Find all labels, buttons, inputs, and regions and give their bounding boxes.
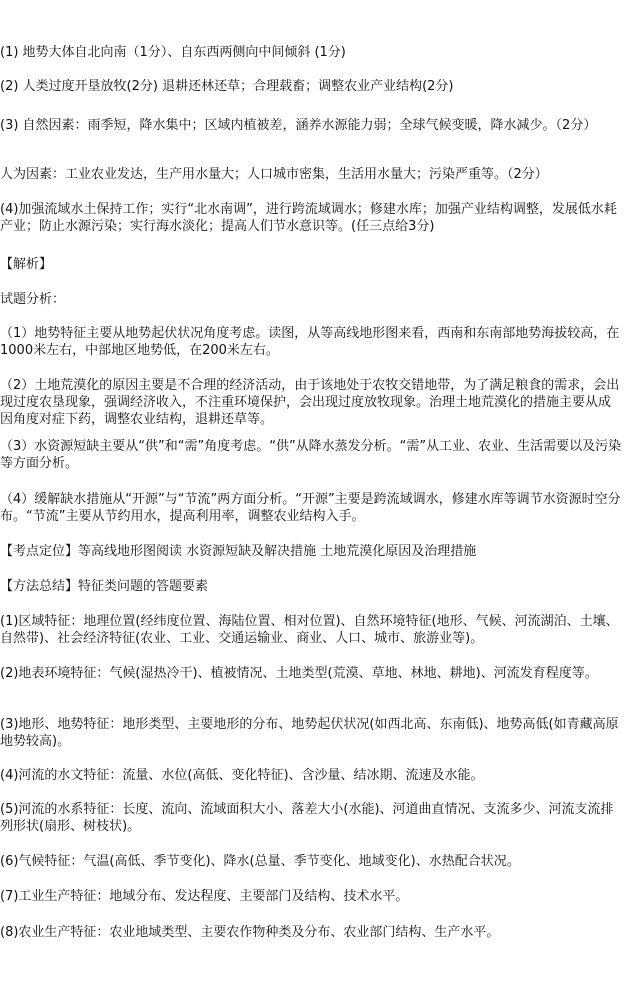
analysis-2: （2）土地荒漠化的原因主要是不合理的经济活动，由于该地处于农牧交错地带，为了满足粮食的需求，会出现过度农垦现象，强调经济收入，不注重环境保护，会出现过度放牧现象。治理土地荒漠化的措施主要从成因角度对症下药，调整农业结构，退耕还草等。 bbox=[0, 378, 620, 427]
answer-5: (4)加强流域水土保持工作；实行“北水南调”，进行跨流域调水；修建水库；加强产业结构调整，发展低水耗产业；防止水源污染；实行海水淡化；提高人们节水意识等。(任三点给3分) bbox=[0, 202, 617, 234]
analysis-1: （1）地势特征主要从地势起伏状况角度考虑。读图，从等高线地形图来看，西南和东南部地势海拔较高，在1000米左右，中部地区地势低，在200米左右。 bbox=[0, 326, 620, 358]
analysis-heading: 【解析】 bbox=[0, 257, 53, 272]
method-heading: 【方法总结】特征类问题的答题要素 bbox=[0, 579, 209, 594]
method-3: (3)地形、地势特征：地形类型、主要地形的分布、地势起伏状况(如西北高、东南低)、地势高低(如青藏高原地势较高)。 bbox=[0, 717, 619, 749]
method-4: (4)河流的水文特征：流量、水位(高低、变化特征)、含沙量、结冰期、流速及水能。 bbox=[0, 768, 484, 783]
analysis-intro: 试题分析： bbox=[0, 292, 66, 307]
answer-4: 人为因素：工业农业发达，生产用水量大；人口城市密集，生活用水量大；污染严重等。（2分） bbox=[0, 167, 548, 182]
method-7: (7)工业生产特征：地域分布、发达程度、主要部门及结构、技术水平。 bbox=[0, 889, 409, 904]
method-2: (2)地表环境特征：气候(湿热冷干)、植被情况、土地类型(荒漠、草地、林地、耕地)、河流发育程度等。 bbox=[0, 666, 598, 681]
method-6: (6)气候特征：气温(高低、季节变化)、降水(总量、季节变化、地域变化)、水热配合状况。 bbox=[0, 854, 520, 869]
answer-2: (2) 人类过度开垦放牧(2分) 退耕还林还草；合理载畜；调整农业产业结构(2分) bbox=[0, 79, 454, 94]
method-8: (8)农业生产特征：农业地域类型、主要农作物种类及分布、农业部门结构、生产水平。 bbox=[0, 925, 500, 940]
answer-1: (1) 地势大体自北向南（1分）、自东西两侧向中间倾斜 (1分) bbox=[0, 45, 346, 60]
kaodian-line: 【考点定位】等高线地形图阅读 水资源短缺及解决措施 土地荒漠化原因及治理措施 bbox=[0, 544, 477, 559]
analysis-3: （3）水资源短缺主要从“供”和“需”角度考虑。“供”从降水蒸发分析。“需”从工业、农业、生活需要以及污染等方面分析。 bbox=[0, 439, 622, 471]
method-1: (1)区域特征：地理位置(经纬度位置、海陆位置、相对位置)、自然环境特征(地形、气候、河流湖泊、土壤、自然带)、社会经济特征(农业、工业、交通运输业、商业、人口、城市、旅游业等)。 bbox=[0, 614, 619, 646]
answer-3: (3) 自然因素：雨季短，降水集中；区域内植被差，涵养水源能力弱；全球气候变暖，降水减少。（2分） bbox=[0, 118, 597, 133]
method-5: (5)河流的水系特征：长度、流向、流域面积大小、落差大小(水能)、河道曲直情况、支流多少、河流支流排列形状(扇形、树枝状)。 bbox=[0, 802, 614, 834]
analysis-4: （4）缓解缺水措施从“开源”与“节流”两方面分析。“开源”主要是跨流域调水，修建水库等调节水资源时空分布。“节流”主要从节约用水，提高利用率，调整农业结构入手。 bbox=[0, 492, 621, 524]
